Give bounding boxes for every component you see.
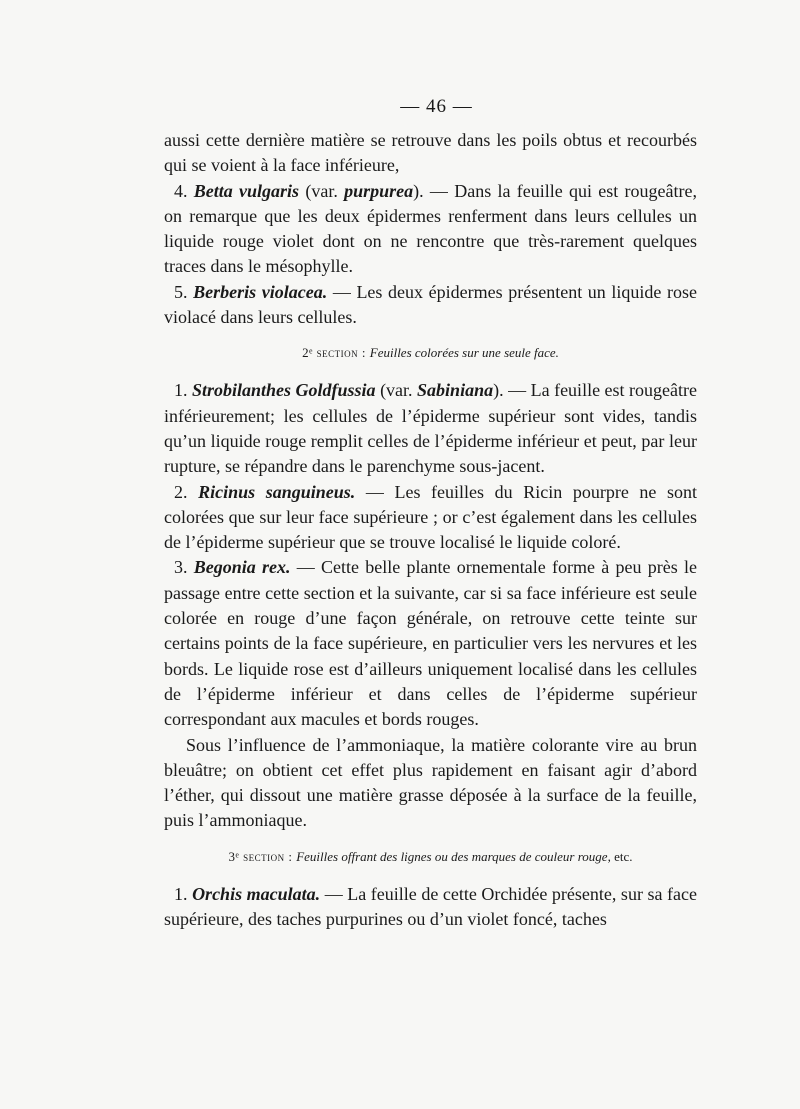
species-name: Begonia rex. — [193, 557, 291, 578]
variety-close: ). — — [493, 380, 531, 401]
entry-number: 5. — [174, 281, 188, 302]
entry-text: Dans la feuille qui est rougeâtre, on remarque que les deux épidermes renferment dans leurs cellules un liquide rouge violet dont on ne rencontre que très-rarement quelques traces dans le mésophylle. — [164, 180, 698, 277]
entry-orchis-maculata — [164, 882, 697, 933]
section-title: Feuilles offrant des lignes ou des marques de couleur rouge, — [296, 848, 611, 864]
section-prefix: 3ᵉ section : — [228, 848, 297, 864]
variety-open: (var. — [299, 180, 345, 201]
entry-number: 2. — [174, 481, 188, 502]
page-body — [164, 92, 697, 932]
entry-number: 1. — [174, 380, 188, 401]
entry-text: — La feuille de cette Orchidée présente, sur sa face supérieure, des taches purpurines ou d’un violet foncé, taches — [164, 883, 698, 930]
entry-text: — Les feuilles du Ricin pourpre ne sont colorées que sur leur face supérieure ; or c’est également dans les cellules de l’épiderme supérieur que se trouve localisé le liquide coloré. — [164, 481, 697, 553]
entry-number: 4. — [174, 180, 188, 201]
entry-text: — Cette belle plante ornementale forme à peu près le passage entre cette section et la suivante, car si sa face inférieure est seule colorée en rouge d’une façon générale, on retrouve cette teinte sur certains points de la face supérieure, en particulier vers les nervures et les bords. Le liquide rose est d’ailleurs uniquement localisé dans les cellules de l’épiderme inférieur et dans celles de l’épiderme supérieur correspondant aux macules et bords rouges. — [164, 557, 697, 730]
entry-number: 1. — [174, 883, 188, 904]
entry-text: La feuille est rougeâtre inférieurement; les cellules de l’épiderme supérieur sont vides, tandis qu’un liquide rouge remplit celles de l’épiderme inférieur et peut, par leur rupture, se répandre dans le parenchyme sous-jacent. — [164, 380, 698, 477]
variety-open: (var. — [375, 380, 418, 401]
section-suffix: etc. — [610, 848, 633, 864]
entry-betta-vulgaris — [164, 179, 697, 280]
section-heading-2 — [164, 344, 697, 362]
species-name: Ricinus sanguineus. — [198, 481, 356, 502]
section-prefix: 2ᵉ section : — [302, 345, 370, 361]
entry-berberis-violacea — [164, 280, 697, 331]
species-name: Betta vulgaris — [193, 180, 300, 201]
variety-name: Sabiniana — [417, 380, 494, 401]
entry-text: — Les deux épidermes présentent un liquide rose violacé dans leurs cellules. — [164, 281, 698, 328]
variety-name: purpurea — [344, 180, 414, 201]
section-heading-3 — [164, 848, 697, 866]
entry-ricinus — [164, 480, 697, 556]
species-name: Orchis maculata. — [192, 883, 321, 904]
section-title: Feuilles colorées sur une seule face. — [369, 345, 559, 361]
variety-close: ). — — [413, 180, 455, 201]
entry-strobilanthes — [164, 378, 697, 479]
paragraph-continuation — [164, 128, 697, 179]
entry-number: 3. — [174, 557, 188, 578]
page-number: — 46 — — [400, 96, 473, 117]
paragraph-text: aussi cette dernière matière se retrouve dans les poils obtus et recourbés qui se voient à la face inférieure, — [164, 130, 697, 176]
species-name: Strobilanthes Goldfussia — [192, 380, 376, 401]
paragraph-text: Sous l’influence de l’ammoniaque, la matière colorante vire au brun bleuâtre; on obtient cet effet plus rapidement en faisant agir d’abord l’éther, qui dissout une matière grasse déposée à la surface de la feuille, puis l’ammoniaque. — [164, 734, 697, 831]
entry-begonia-rex — [164, 555, 697, 732]
species-name: Berberis violacea. — [193, 281, 328, 302]
paragraph-ammoniaque — [164, 733, 697, 834]
